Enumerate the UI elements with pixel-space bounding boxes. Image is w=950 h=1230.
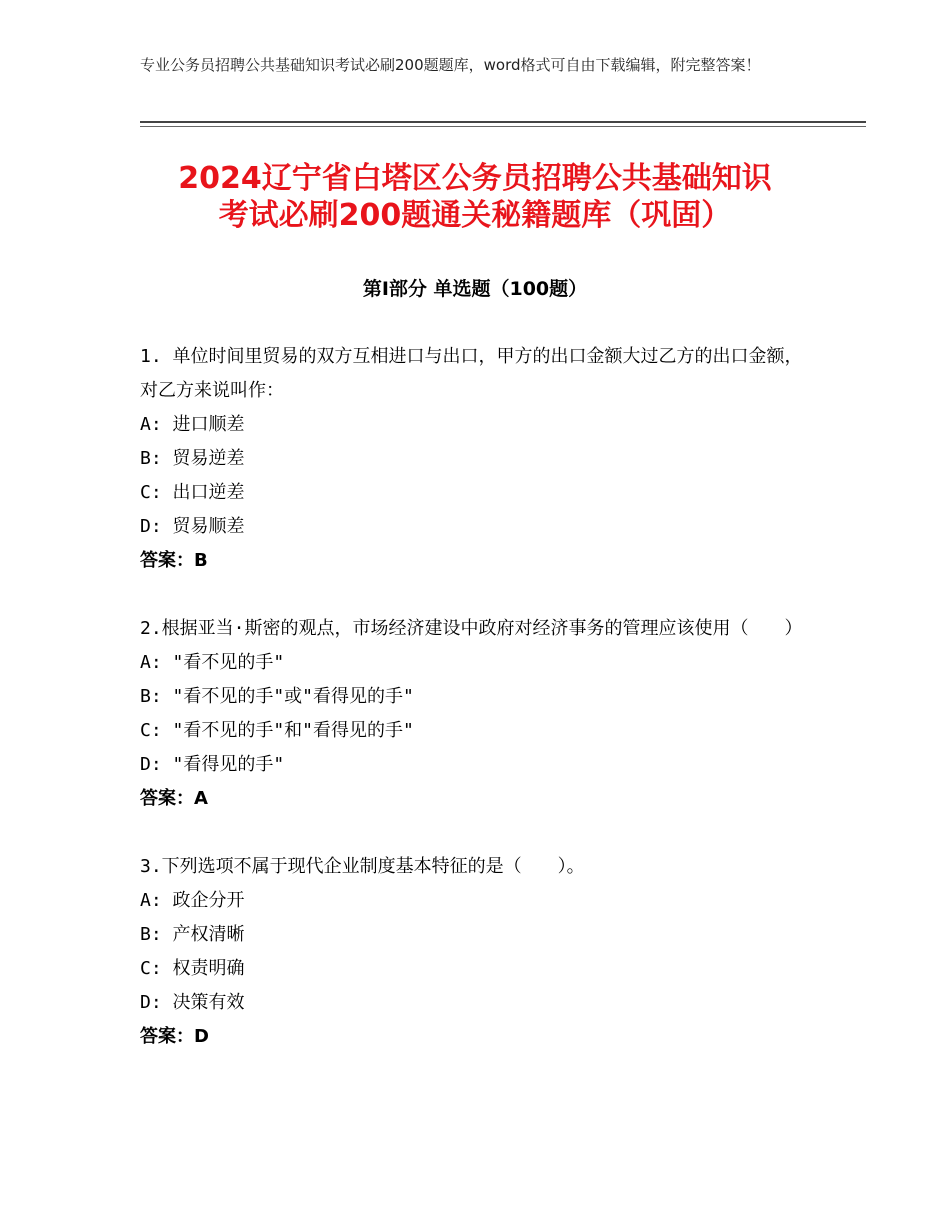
- answer-label: 答案：B: [140, 550, 208, 571]
- document-title: [95, 160, 855, 234]
- option-d: D: 贸易顺差: [140, 516, 245, 537]
- answer-label: 答案：D: [140, 1026, 209, 1047]
- section-title: 第Ⅰ部分 单选题（100题）: [362, 278, 588, 300]
- option-a: A: 政企分开: [140, 890, 245, 911]
- question-text: 3.下列选项不属于现代企业制度基本特征的是（ ）。: [140, 856, 585, 877]
- header-divider-thin: [140, 126, 866, 127]
- question-1: [140, 340, 820, 578]
- answer-label: 答案：A: [140, 788, 208, 809]
- question-text: 1. 单位时间里贸易的双方互相进口与出口，甲方的出口金额大过乙方的出口金额，对乙方来说叫作：: [140, 346, 803, 401]
- option-b: B: 产权清晰: [140, 924, 245, 945]
- option-c: C: 出口逆差: [140, 482, 245, 503]
- option-d: D: "看得见的手": [140, 754, 285, 775]
- title-line-1: 2024辽宁省白塔区公务员招聘公共基础知识: [178, 161, 772, 196]
- option-d: D: 决策有效: [140, 992, 245, 1013]
- question-3: [140, 850, 820, 1054]
- header-divider-thick: [140, 121, 866, 123]
- option-c: C: "看不见的手"和"看得见的手": [140, 720, 414, 741]
- option-a: A: "看不见的手": [140, 652, 285, 673]
- option-b: B: "看不见的手"或"看得见的手": [140, 686, 414, 707]
- question-text: 2.根据亚当·斯密的观点，市场经济建设中政府对经济事务的管理应该使用（ ）: [140, 618, 803, 639]
- option-b: B: 贸易逆差: [140, 448, 245, 469]
- title-line-2: 考试必刷200题通关秘籍题库（巩固）: [218, 198, 732, 233]
- header-note: 专业公务员招聘公共基础知识考试必刷200题题库，word格式可自由下载编辑，附完整答案！: [140, 56, 761, 74]
- question-list: [140, 340, 820, 1088]
- option-c: C: 权责明确: [140, 958, 245, 979]
- question-2: [140, 612, 820, 816]
- option-a: A: 进口顺差: [140, 414, 245, 435]
